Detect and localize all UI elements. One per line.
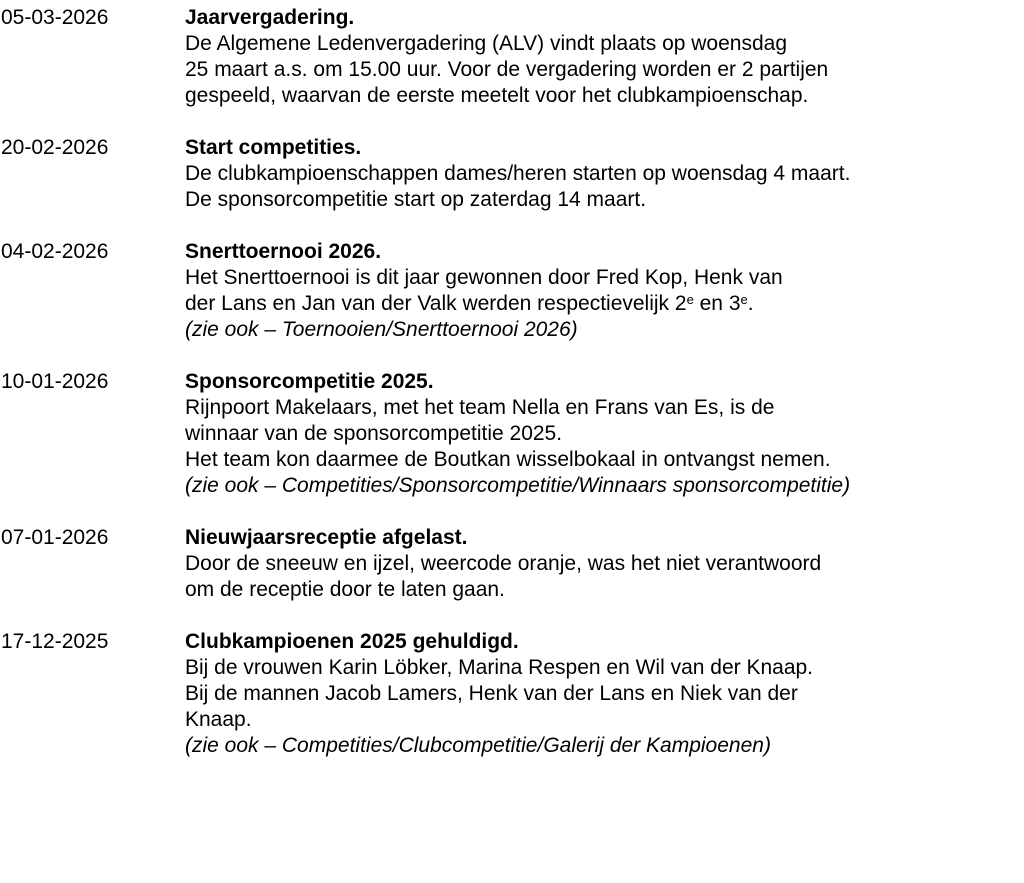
ranking-text: en 3 — [693, 292, 741, 315]
ordinal-suffix: e — [740, 292, 748, 307]
news-text-line: winnaar van de sponsorcompetitie 2025. — [185, 422, 563, 445]
news-body — [185, 5, 1024, 109]
news-body — [185, 369, 1024, 499]
news-text-line: Knaap. — [185, 708, 252, 731]
ordinal-suffix: e — [686, 292, 694, 307]
news-text-line-ranking — [185, 291, 1024, 317]
news-date: 04-02-2026 — [1, 240, 109, 263]
news-text-line: Het team kon daarmee de Boutkan wisselbokaal in ontvangst nemen. — [185, 448, 831, 471]
news-text-line: De clubkampioenschappen dames/heren starten op woensdag 4 maart. — [185, 162, 851, 185]
news-title: Clubkampioenen 2025 gehuldigd. — [185, 630, 519, 653]
news-date: 07-01-2026 — [1, 526, 109, 549]
news-title: Snerttoernooi 2026. — [185, 240, 382, 263]
news-item — [0, 369, 1024, 499]
news-item — [0, 629, 1024, 759]
news-text-line: gespeeld, waarvan de eerste meetelt voor het clubkampioenschap. — [185, 84, 809, 107]
news-body — [185, 525, 1024, 603]
news-text-line: Door de sneeuw en ijzel, weercode oranje, was het niet verantwoord — [185, 552, 822, 575]
news-title: Nieuwjaarsreceptie afgelast. — [185, 526, 468, 549]
news-item — [0, 5, 1024, 109]
news-body — [185, 135, 1024, 213]
news-date: 20-02-2026 — [1, 136, 109, 159]
news-text-line: De sponsorcompetitie start op zaterdag 14 maart. — [185, 188, 647, 211]
news-body — [185, 239, 1024, 343]
news-date: 05-03-2026 — [1, 6, 109, 29]
news-date: 10-01-2026 — [1, 370, 109, 393]
ranking-text: . — [747, 292, 754, 315]
news-text-line: 25 maart a.s. om 15.00 uur. Voor de vergadering worden er 2 partijen — [185, 58, 829, 81]
news-title: Jaarvergadering. — [185, 6, 355, 29]
news-text-line: Bij de mannen Jacob Lamers, Henk van der Lans en Niek van der — [185, 682, 798, 705]
news-text-line: De Algemene Ledenvergadering (ALV) vindt plaats op woensdag — [185, 32, 788, 55]
news-title: Sponsorcompetitie 2025. — [185, 370, 434, 393]
news-item — [0, 135, 1024, 213]
see-also-link[interactable]: (zie ook – Toernooien/Snerttoernooi 2026) — [185, 318, 578, 341]
news-title: Start competities. — [185, 136, 362, 159]
news-text-line: Het Snerttoernooi is dit jaar gewonnen door Fred Kop, Henk van — [185, 266, 783, 289]
news-text-line: om de receptie door te laten gaan. — [185, 578, 505, 601]
news-item — [0, 525, 1024, 603]
news-item — [0, 239, 1024, 343]
news-date: 17-12-2025 — [1, 630, 109, 653]
see-also-link[interactable]: (zie ook – Competities/Sponsorcompetitie/Winnaars sponsorcompetitie) — [185, 474, 851, 497]
ranking-text: der Lans en Jan van der Valk werden respectievelijk 2 — [185, 292, 687, 315]
news-text-line: Bij de vrouwen Karin Löbker, Marina Respen en Wil van der Knaap. — [185, 656, 814, 679]
news-text-line: Rijnpoort Makelaars, met het team Nella en Frans van Es, is de — [185, 396, 775, 419]
news-body — [185, 629, 1024, 759]
see-also-link[interactable]: (zie ook – Competities/Clubcompetitie/Galerij der Kampioenen) — [185, 734, 771, 757]
